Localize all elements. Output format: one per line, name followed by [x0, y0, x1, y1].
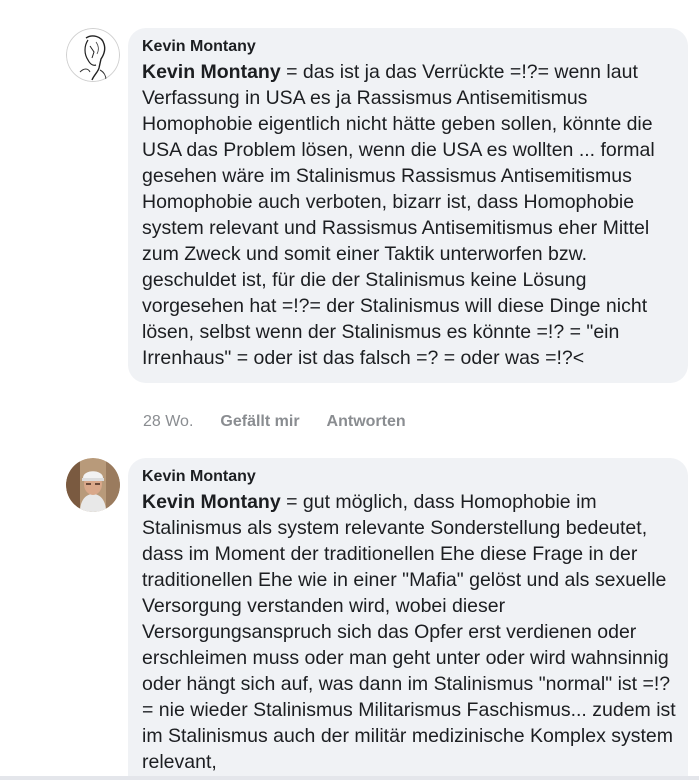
comment-text: [142, 489, 676, 775]
comment-author[interactable]: Kevin Montany: [142, 468, 256, 485]
sketch-portrait-icon: [66, 28, 120, 82]
mention-link[interactable]: Kevin Montany: [142, 61, 281, 83]
comment-bubble: [128, 28, 688, 383]
comment-bubble: [128, 458, 688, 780]
comment-body-text: = gut möglich, dass Homophobie im Stalinismus als system relevante Sonderstellung bedeutet, dass im Moment der traditionellen Ehe diese Frage in der traditionellen Ehe wie in einer "Mafia" gelöst und als sexuelle Versorgung verstanden wird, wobei dieser Versorgungsanspruch sich das Opfer erst verdienen oder erschleimen muss oder man geht unter oder wird wahnsinnig oder hängt sich auf, was dann im Stalinismus "normal" ist =!? = nie wieder Stalinismus Militarismus Faschismus... zudem ist im Stalinismus auch der militär medizinische Komplex system relevant,: [142, 491, 676, 773]
comment-author[interactable]: Kevin Montany: [142, 38, 256, 55]
photo-portrait-icon: [66, 458, 120, 512]
comment-body-text: = das ist ja das Verrückte =!?= wenn laut Verfassung in USA es ja Rassismus Antisemitismus Homophobie eigentlich nicht hätte geben sollen, könnte die USA das Problem lösen, wenn die USA es wollten ... formal gesehen wäre im Stalinismus Rassismus Antisemitismus Homophobie auch verboten, bizarr ist, dass Homophobie system relevant und Rassismus Antisemitismus eher Mittel zum Zweck und somit einer Taktik unterworfen bzw. geschuldet ist, für die der Stalinismus keine Lösung vorgesehen hat =!?= der Stalinismus will diese Dinge nicht lösen, selbst wenn der Stalinismus es könnte =!? = "ein Irrenhaus" = oder ist das falsch =? = oder was =!?<: [142, 61, 655, 369]
comment-actions: [143, 412, 406, 432]
like-button[interactable]: Gefällt mir: [220, 413, 300, 430]
comment-timestamp[interactable]: 28 Wo.: [143, 413, 194, 430]
mention-link[interactable]: Kevin Montany: [142, 491, 281, 513]
comment-text: [142, 59, 676, 371]
reply-button[interactable]: Antworten: [326, 413, 406, 430]
avatar[interactable]: [66, 28, 120, 82]
avatar[interactable]: [66, 458, 120, 512]
divider: [0, 776, 699, 780]
